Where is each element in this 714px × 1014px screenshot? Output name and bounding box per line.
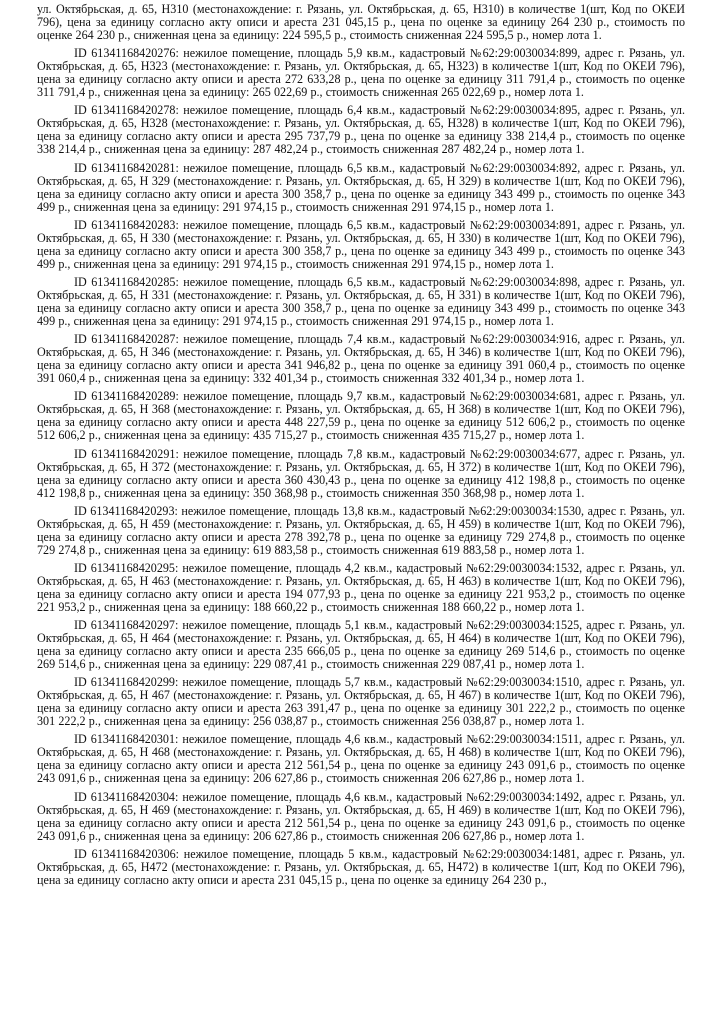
document-body xyxy=(37,3,685,892)
lot-item: ID 61341168420299: нежилое помещение, площадь 5,7 кв.м., кадастровый №62:29:0030034:1510, адрес г. Рязань, ул. Октябрьская, д. 65, Н 467 (местонахождение: г. Рязань, ул. Октябрьская, д. 65, Н 467) в количестве 1(шт, Код по ОКЕИ 796), цена за единицу согласно акту описи и ареста 263 391,47 р., цена по оценке за единицу 301 222,2 р., стоимость по оценке 301 222,2 р., сниженная цена за единицу: 256 038,87 р., стоимость сниженная 256 038,87 р., номер лота 1. xyxy=(37,675,685,729)
lot-item: ID 61341168420285: нежилое помещение, площадь 6,5 кв.м., кадастровый №62:29:0030034:898, адрес г. Рязань, ул. Октябрьская, д. 65, Н 331 (местонахождение: г. Рязань, ул. Октябрьская, д. 65, Н 331) в количестве 1(шт, Код по ОКЕИ 796), цена за единицу согласно акту описи и ареста 300 358,7 р., цена по оценке за единицу 343 499 р., стоимость по оценке 343 499 р., сниженная цена за единицу: 291 974,15 р., стоимость сниженная 291 974,15 р., номер лота 1. xyxy=(37,274,685,328)
lot-item: ID 61341168420281: нежилое помещение, площадь 6,5 кв.м., кадастровый №62:29:0030034:892, адрес г. Рязань, ул. Октябрьская, д. 65, Н 329 (местонахождение: г. Рязань, ул. Октябрьская, д. 65, Н 329) в количестве 1(шт, Код по ОКЕИ 796), цена за единицу согласно акту описи и ареста 300 358,7 р., цена по оценке за единицу 343 499 р., стоимость по оценке 343 499 р., сниженная цена за единицу: 291 974,15 р., стоимость сниженная 291 974,15 р., номер лота 1. xyxy=(37,160,685,214)
lot-item-truncated: ID 61341168420306: нежилое помещение, площадь 5 кв.м., кадастровый №62:29:0030034:1481, адрес г. Рязань, ул. Октябрьская, д. 65, Н472 (местонахождение: г. Рязань, ул. Октябрьская, д. 65, Н472) в количестве 1(шт, Код по ОКЕИ 796), цена за единицу согласно акту описи и ареста 231 045,15 р., цена по оценке за единицу 264 230 р., xyxy=(37,846,685,887)
lot-item: ID 61341168420287: нежилое помещение, площадь 7,4 кв.м., кадастровый №62:29:0030034:916, адрес г. Рязань, ул. Октябрьская, д. 65, Н 346 (местонахождение: г. Рязань, ул. Октябрьская, д. 65, Н 346) в количестве 1(шт, Код по ОКЕИ 796), цена за единицу согласно акту описи и ареста 341 946,82 р., цена по оценке за единицу 391 060,4 р., стоимость по оценке 391 060,4 р., сниженная цена за единицу: 332 401,34 р., стоимость сниженная 332 401,34 р., номер лота 1. xyxy=(37,332,685,386)
lot-item: ID 61341168420283: нежилое помещение, площадь 6,5 кв.м., кадастровый №62:29:0030034:891, адрес г. Рязань, ул. Октябрьская, д. 65, Н 330 (местонахождение: г. Рязань, ул. Октябрьская, д. 65, Н 330) в количестве 1(шт, Код по ОКЕИ 796), цена за единицу согласно акту описи и ареста 300 358,7 р., цена по оценке за единицу 343 499 р., стоимость по оценке 343 499 р., сниженная цена за единицу: 291 974,15 р., стоимость сниженная 291 974,15 р., номер лота 1. xyxy=(37,217,685,271)
lot-item: ID 61341168420304: нежилое помещение, площадь 4,6 кв.м., кадастровый №62:29:0030034:1492, адрес г. Рязань, ул. Октябрьская, д. 65, Н 469 (местонахождение: г. Рязань, ул. Октябрьская, д. 65, Н 469) в количестве 1(шт, Код по ОКЕИ 796), цена за единицу согласно акту описи и ареста 212 561,54 р., цена по оценке за единицу 243 091,6 р., стоимость по оценке 243 091,6 р., сниженная цена за единицу: 206 627,86 р., стоимость сниженная 206 627,86 р., номер лота 1. xyxy=(37,789,685,843)
lot-item: ID 61341168420295: нежилое помещение, площадь 4,2 кв.м., кадастровый №62:29:0030034:1532, адрес г. Рязань, ул. Октябрьская, д. 65, Н 463 (местонахождение: г. Рязань, ул. Октябрьская, д. 65, Н 463) в количестве 1(шт, Код по ОКЕИ 796), цена за единицу согласно акту описи и ареста 194 077,93 р., цена по оценке за единицу 221 953,2 р., стоимость по оценке 221 953,2 р., сниженная цена за единицу: 188 660,22 р., стоимость сниженная 188 660,22 р., номер лота 1. xyxy=(37,560,685,614)
lot-item-continued: ул. Октябрьская, д. 65, Н310 (местонахождение: г. Рязань, ул. Октябрьская, д. 65, Н310) в количестве 1(шт, Код по ОКЕИ 796), цена за единицу согласно акту описи и ареста 231 045,15 р., цена по оценке за единицу 264 230 р., стоимость по оценке 264 230 р., сниженная цена за единицу: 224 595,5 р., стоимость сниженная 224 595,5 р., номер лота 1. xyxy=(37,2,685,42)
lot-item: ID 61341168420278: нежилое помещение, площадь 6,4 кв.м., кадастровый №62:29:0030034:895, адрес г. Рязань, ул. Октябрьская, д. 65, Н328 (местонахождение: г. Рязань, ул. Октябрьская, д. 65, Н328) в количестве 1(шт, Код по ОКЕИ 796), цена за единицу согласно акту описи и ареста 295 737,79 р., цена по оценке за единицу 338 214,4 р., стоимость по оценке 338 214,4 р., сниженная цена за единицу: 287 482,24 р., стоимость сниженная 287 482,24 р., номер лота 1. xyxy=(37,103,685,157)
lot-item: ID 61341168420293: нежилое помещение, площадь 13,8 кв.м., кадастровый №62:29:0030034:1530, адрес г. Рязань, ул. Октябрьская, д. 65, Н 459 (местонахождение: г. Рязань, ул. Октябрьская, д. 65, Н 459) в количестве 1(шт, Код по ОКЕИ 796), цена за единицу согласно акту описи и ареста 278 392,78 р., цена по оценке за единицу 729 274,8 р., стоимость по оценке 729 274,8 р., сниженная цена за единицу: 619 883,58 р., стоимость сниженная 619 883,58 р., номер лота 1. xyxy=(37,503,685,557)
lot-item: ID 61341168420289: нежилое помещение, площадь 9,7 кв.м., кадастровый №62:29:0030034:681, адрес г. Рязань, ул. Октябрьская, д. 65, Н 368 (местонахождение: г. Рязань, ул. Октябрьская, д. 65, Н 368) в количестве 1(шт, Код по ОКЕИ 796), цена за единицу согласно акту описи и ареста 448 227,59 р., цена по оценке за единицу 512 606,2 р., стоимость по оценке 512 606,2 р., сниженная цена за единицу: 435 715,27 р., стоимость сниженная 435 715,27 р., номер лота 1. xyxy=(37,389,685,443)
lot-item: ID 61341168420276: нежилое помещение, площадь 5,9 кв.м., кадастровый №62:29:0030034:899, адрес г. Рязань, ул. Октябрьская, д. 65, Н323 (местонахождение: г. Рязань, ул. Октябрьская, д. 65, Н323) в количестве 1(шт, Код по ОКЕИ 796), цена за единицу согласно акту описи и ареста 272 633,28 р., цена по оценке за единицу 311 791,4 р., стоимость по оценке 311 791,4 р., сниженная цена за единицу: 265 022,69 р., стоимость сниженная 265 022,69 р., номер лота 1. xyxy=(37,46,685,100)
lot-item: ID 61341168420291: нежилое помещение, площадь 7,8 кв.м., кадастровый №62:29:0030034:677, адрес г. Рязань, ул. Октябрьская, д. 65, Н 372 (местонахождение: г. Рязань, ул. Октябрьская, д. 65, Н 372) в количестве 1(шт, Код по ОКЕИ 796), цена за единицу согласно акту описи и ареста 360 430,43 р., цена по оценке за единицу 412 198,8 р., стоимость по оценке 412 198,8 р., сниженная цена за единицу: 350 368,98 р., стоимость сниженная 350 368,98 р., номер лота 1. xyxy=(37,446,685,500)
lot-item: ID 61341168420297: нежилое помещение, площадь 5,1 кв.м., кадастровый №62:29:0030034:1525, адрес г. Рязань, ул. Октябрьская, д. 65, Н 464 (местонахождение: г. Рязань, ул. Октябрьская, д. 65, Н 464) в количестве 1(шт, Код по ОКЕИ 796), цена за единицу согласно акту описи и ареста 235 666,05 р., цена по оценке за единицу 269 514,6 р., стоимость по оценке 269 514,6 р., сниженная цена за единицу: 229 087,41 р., стоимость сниженная 229 087,41 р., номер лота 1. xyxy=(37,618,685,672)
lot-item: ID 61341168420301: нежилое помещение, площадь 4,6 кв.м., кадастровый №62:29:0030034:1511, адрес г. Рязань, ул. Октябрьская, д. 65, Н 468 (местонахождение: г. Рязань, ул. Октябрьская, д. 65, Н 468) в количестве 1(шт, Код по ОКЕИ 796), цена за единицу согласно акту описи и ареста 212 561,54 р., цена по оценке за единицу 243 091,6 р., стоимость по оценке 243 091,6 р., сниженная цена за единицу: 206 627,86 р., стоимость сниженная 206 627,86 р., номер лота 1. xyxy=(37,732,685,786)
